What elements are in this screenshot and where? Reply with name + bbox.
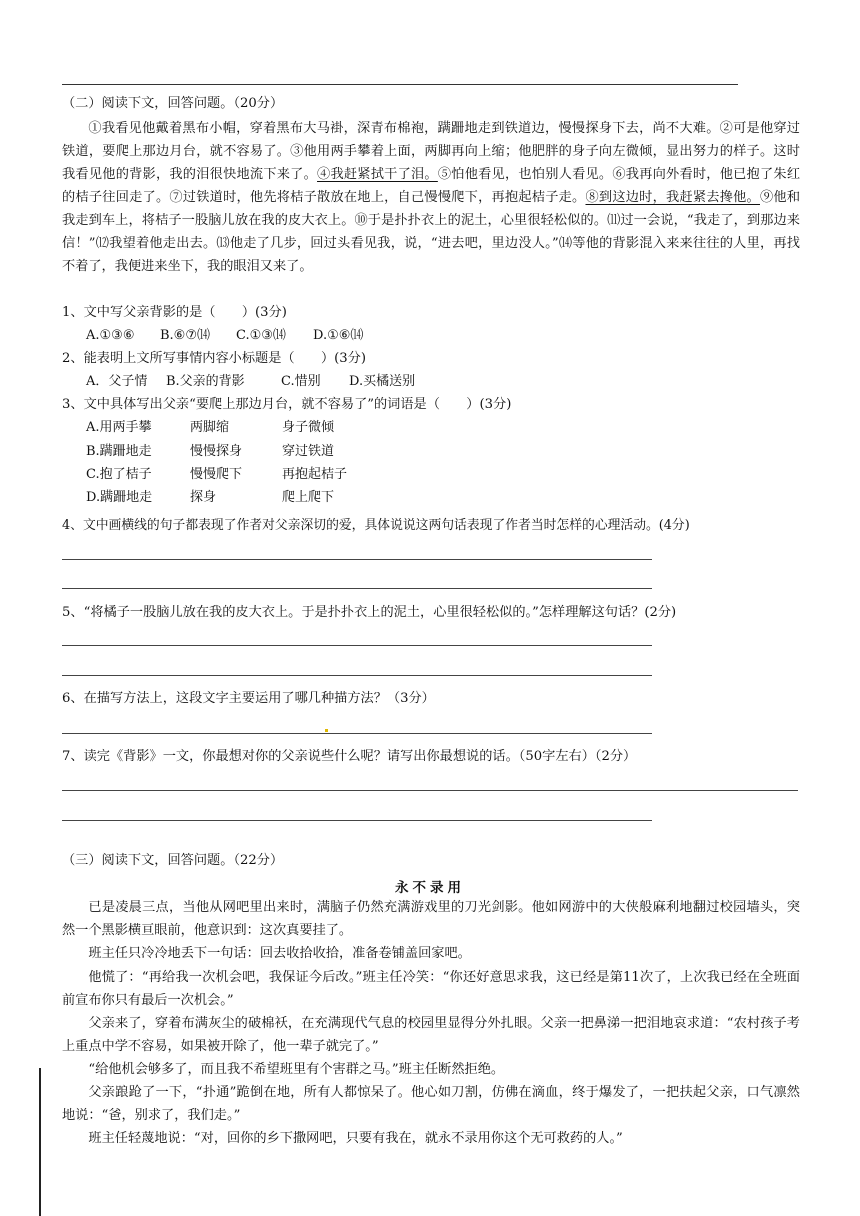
answer-line-q5-1[interactable] [62, 645, 652, 646]
q3-b-3: 穿过铁道 [282, 444, 335, 459]
passage-part-2: ⑤怕他看见，也怕别人看见。⑥我再向外看时，他已抱了朱红的桔子往回走了。⑦过铁道时，他先将桔子散放在地上，自己慢慢爬下，再抱起桔子走。 [62, 167, 801, 205]
q3-a-1: A.用两手攀 [86, 420, 152, 435]
q3-d-1: D.蹒跚地走 [86, 490, 153, 505]
q2-option-d: D.买橘送别 [349, 374, 416, 389]
question-6: 6、在描写方法上，这段文字主要运用了哪几种描方法？（3分） [62, 691, 435, 706]
q3-a-3: 身子微倾 [282, 420, 335, 435]
story-para-7: 班主任轻蔑地说：“对，回你的乡下撒网吧，只要有我在，就永不录用你这个无可救药的人。” [88, 1131, 623, 1146]
q3-c-1: C.抱了桔子 [86, 467, 152, 482]
binding-margin-line [39, 1068, 41, 1216]
answer-line-q7-2[interactable] [62, 820, 652, 821]
story-para-6: 父亲踉跄了一下，“扑通”跪倒在地，所有人都惊呆了。他心如刀割，仿佛在滴血，终于爆发了，一把扶起父亲，口气凛然地说：“爸，别求了，我们走。” [62, 1085, 800, 1123]
q3-c-2: 慢慢爬下 [190, 467, 243, 482]
story-para-1: 已是凌晨三点，当他从网吧里出来时，满脑子仍然充满游戏里的刀光剑影。他如网游中的大侠般麻利地翻过校园墙头，突然一个黑影横亘眼前，他意识到：这次真要挂了。 [62, 900, 800, 938]
q3-b-2: 慢慢探身 [190, 444, 243, 459]
underlined-sentence-2: ⑧到这边时，我赶紧去搀他。 [585, 190, 760, 205]
top-divider [62, 84, 738, 85]
q2-option-b: B.父亲的背影 [166, 374, 245, 389]
story-para-4: 父亲来了，穿着布满灰尘的破棉袄，在充满现代气息的校园里显得分外扎眼。父亲一把鼻涕一把泪地哀求道：“农村孩子考上重点中学不容易，如果被开除了，他一辈子就完了。” [62, 1016, 800, 1054]
q2-option-c: C.惜别 [281, 374, 321, 389]
story-para-2: 班主任只冷冷地丢下一句话：回去收拾收拾，准备卷铺盖回家吧。 [88, 946, 471, 961]
q2-option-a: A．父子情 [86, 374, 148, 389]
story-para-5: “给他机会够多了，而且我不希望班里有个害群之马。”班主任断然拒绝。 [88, 1062, 505, 1077]
answer-line-q4-2[interactable] [62, 588, 652, 589]
answer-line-q7-1[interactable] [62, 790, 798, 791]
q1-option-b: B.⑥⑦⒁ [160, 328, 210, 343]
answer-line-q6[interactable] [62, 733, 652, 734]
q3-b-1: B.蹒跚地走 [86, 444, 152, 459]
q1-option-a: A.①③⑥ [86, 328, 135, 343]
question-5: 5、“将橘子一股脑儿放在我的皮大衣上。于是扑扑衣上的泥土，心里很轻松似的。”怎样理解这句话？(2分) [62, 605, 677, 620]
answer-line-q4-1[interactable] [62, 559, 652, 560]
q3-d-3: 爬上爬下 [282, 490, 335, 505]
story-title: 永不录用 [395, 880, 465, 896]
question-3: 3、文中具体写出父亲“要爬上那边月台，就不容易了”的词语是（ ）(3分) [62, 397, 512, 412]
q1-option-d: D.①⑥⒁ [313, 328, 364, 343]
q1-option-c: C.①③⒁ [236, 328, 286, 343]
story-para-3: 他慌了：“再给我一次机会吧，我保证今后改。”班主任冷笑：“你还好意思求我，这已经是第11次了，上次我已经在全班面前宣布你只有最后一次机会。” [62, 970, 800, 1008]
q3-c-3: 再抱起桔子 [282, 467, 348, 482]
question-1: 1、文中写父亲背影的是（ ）(3分) [62, 305, 287, 320]
passage-part-1: ①我看见他戴着黑布小帽，穿着黑布大马褂，深青布棉袍，蹒跚地走到铁道边，慢慢探身下去，尚不大难。②可是他穿过铁道，要爬上那边月台，就不容易了。③他用两手攀着上面，两脚再向上缩；他肥胖的身子向左微倾，显出努力的样子。这时我看见他的背影，我的泪很快地流下来了。 [62, 121, 800, 182]
passage-part-3: ⑨他和我走到车上，将桔子一股脑儿放在我的皮大衣上。⑩于是扑扑衣上的泥土，心里很轻松似的。⑾过一会说，“我走了，到那边来信！”⑿我望着他走出去。⒀他走了几步，回过头看见我，说，“进去吧，里边没人。”⒁等他的背影混入来来往往的人里，再找不着了，我便进来坐下，我的眼泪又来了。 [62, 190, 801, 274]
question-4: 4、文中画横线的句子都表现了作者对父亲深切的爱，具体说说这两句话表现了作者当时怎样的心理活动。(4分) [62, 518, 690, 533]
question-2: 2、能表明上文所写事情内容小标题是（ ）(3分) [62, 351, 367, 366]
q3-a-2: 两脚缩 [190, 420, 230, 435]
stray-mark [325, 729, 328, 732]
q3-d-2: 探身 [190, 490, 217, 505]
question-7: 7、读完《背影》一文，你最想对你的父亲说些什么呢？请写出你最想说的话。（50字左右）（2分） [62, 749, 637, 764]
section2-header: （二）阅读下文，回答问题。（20分） [62, 96, 284, 111]
passage-beiying [62, 117, 800, 278]
section3-header: （三）阅读下文，回答问题。（22分） [62, 853, 284, 868]
underlined-sentence-1: ④我赶紧拭干了泪。 [317, 167, 438, 182]
answer-line-q5-2[interactable] [62, 675, 652, 676]
